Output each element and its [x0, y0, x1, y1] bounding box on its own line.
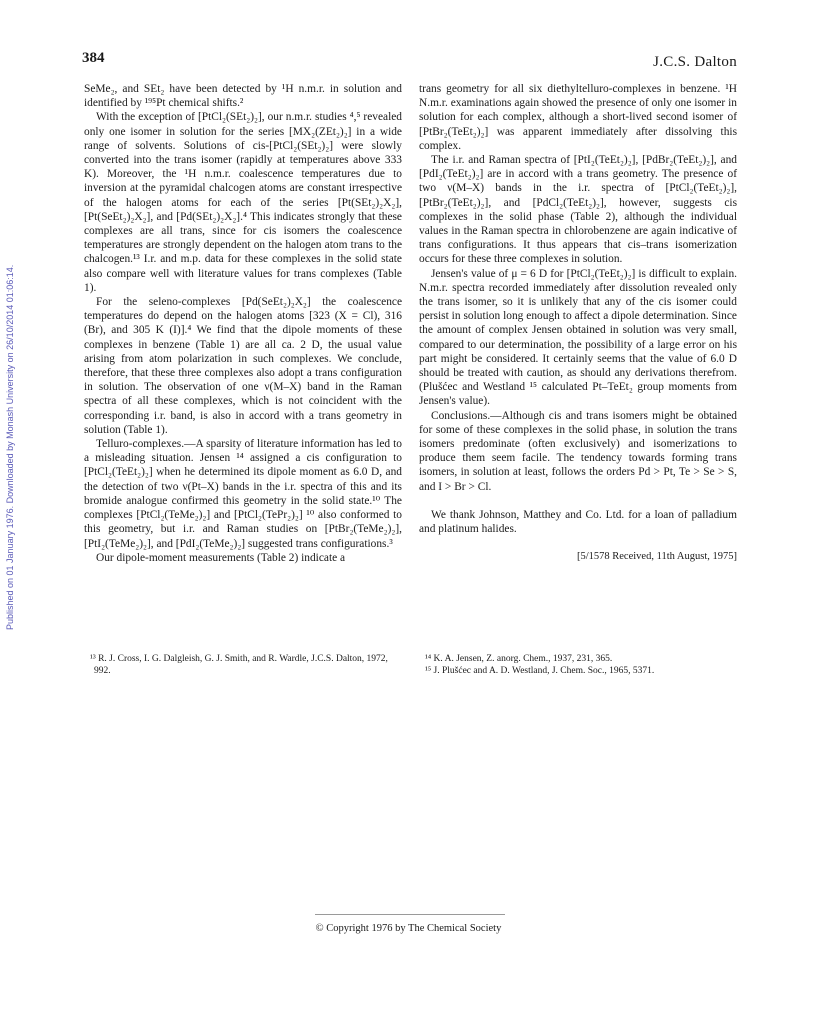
paragraph: Telluro-complexes.—A sparsity of literature information has led to a misleading situation. Jensen ¹⁴ assigned a cis configuration to [PtCl₂(TeEt₂)₂] when he determined its dipole moment as 6.0 D, and the detection of two ν(Pt–X) bands in the i.r. spectra of this and its bromide analogue confirmed this geometry in the solid state.¹⁰ The complexes [PtCl₂(TeMe₂)₂] and [PtCl₂(TePr₂)₂] ¹⁰ also conformed to this geometry, but i.r. and Raman studies on [PtBr₂(TeMe₂)₂], [PtI₂(TeMe₂)₂], and [PdI₂(TeMe₂)₂] suggested trans configurations.³ — [84, 438, 402, 550]
download-watermark-text: Published on 01 January 1976. Downloaded by Monash University on 26/10/2014 01:06:14. — [5, 264, 15, 630]
paragraph: trans geometry for all six diethyltelluro-complexes in benzene. ¹H N.m.r. examinations again showed the presence of only one isomer in solution for each complex, although a short-lived second isomer of [PtBr₂(TeEt₂)₂] was apparent immediately after dissolving this complex. — [419, 83, 737, 152]
received-dateline: [5/1578 Received, 11th August, 1975] — [576, 551, 737, 563]
copyright-notice: © Copyright 1976 by The Chemical Society — [315, 923, 502, 934]
footnote: ¹³ R. J. Cross, I. G. Dalgleish, G. J. Smith, and R. Wardle, J.C.S. Dalton, 1972, 992. — [90, 654, 388, 676]
left-column — [84, 82, 402, 565]
right-column — [419, 82, 737, 565]
footnote: ¹⁴ K. A. Jensen, Z. anorg. Chem., 1937, 231, 365. — [425, 654, 613, 664]
paragraph: SeMe₂, and SEt₂ have been detected by ¹H n.m.r. in solution and identified by ¹⁹⁵Pt chemical shifts.² — [84, 83, 402, 110]
paragraph: Our dipole-moment measurements (Table 2) indicate a — [96, 551, 346, 564]
footnotes-left — [84, 653, 402, 677]
page-number: 384 — [82, 50, 105, 66]
copyright-divider — [315, 914, 505, 915]
paragraph: Conclusions.—Although cis and trans isomers might be obtained for some of these complexes in the solid phase, in solution the trans isomers predominate (often exclusively) and isomerizations to produce them seem facile. The tendency towards forming trans isomers, in solution at least, follows the orders Pd > Pt, Te > Se > S, and I > Br > Cl. — [419, 409, 737, 493]
paragraph: The i.r. and Raman spectra of [PtI₂(TeEt₂)₂], [PdBr₂(TeEt₂)₂], and [PdI₂(TeEt₂)₂] are in accord with a trans geometry. The presence of two ν(M–X) bands in the i.r. spectra of [PtCl₂(TeEt₂)₂], [PtBr₂(TeEt₂)₂], and [PdCl₂(TeEt₂)₂], however, suggests cis complexes in the solid phase (Table 2), although the individual values in the Raman spectra in chlorobenzene are again indicative of trans configurations. It thus appears that cis–trans isomerization occurs for these three complexes in solution. — [419, 154, 737, 266]
footnotes-right — [419, 653, 737, 677]
footnote: ¹⁵ J. Plušćec and A. D. Westland, J. Chem. Soc., 1965, 5371. — [425, 666, 655, 676]
paragraph: With the exception of [PtCl₂(SEt₂)₂], our n.m.r. studies ⁴,⁵ revealed only one isomer in solution for the series [MX₂(ZEt₂)₂] in a wide range of solvents. Solutions of cis-[PtCl₂(SEt₂)₂] were slowly converted into the trans isomer (rapidly at temperatures above 333 K). Moreover, the ¹H n.m.r. coalescence temperatures due to inversion at the pyramidal chalcogen atoms are constant irrespective of the halogen atoms for each of the series [Pt(SEt₂)₂X₂], [Pt(SeEt₂)₂X₂], and [Pd(SEt₂)₂X₂].⁴ This indicates strongly that these complexes are all trans, since for cis isomers the coalescence temperatures are strongly dependent on the halogen atom trans to the chalcogen.¹³ I.r. and m.p. data for these complexes in the solid state also compare well with literature values for trans complexes (Table 1). — [84, 111, 402, 294]
journal-running-head: J.C.S. Dalton — [653, 54, 737, 70]
paragraph: Jensen's value of μ = 6 D for [PtCl₂(TeEt₂)₂] is difficult to explain. N.m.r. spectra recorded immediately after dissolution revealed only the trans isomer, so it is unlikely that any of the cis isomer could persist in solution long enough to affect a dipole determination. Since the amount of complex Jensen obtained in solution was very small, compared to our determination, the possibility of a large error on his part might be considered. It certainly seems that the value of 6.0 D should be treated with caution, as should any derivations therefrom. (Plušćec and Westland ¹⁵ calculated Pt–TeEt₂ group moments from Jensen's value). — [419, 267, 737, 408]
acknowledgement: We thank Johnson, Matthey and Co. Ltd. for a loan of palladium and platinum halides. — [419, 508, 737, 536]
download-watermark — [4, 190, 18, 630]
paragraph: For the seleno-complexes [Pd(SeEt₂)₂X₂] the coalescence temperatures do depend on the halogen atoms [323 (X = Cl), 316 (Br), and 305 K (I)].⁴ We find that the dipole moments of these complexes in benzene (Table 1) are all ca. 2 D, the usual value arising from atom polarization in such complexes. We conclude, therefore, that these three complexes also adopt a trans configuration in solution. The observation of one ν(M–X) band in the Raman spectra of all these complexes, which is not coincident with the corresponding i.r. band, is also in accord with a trans geometry in solution (Table 1). — [84, 296, 402, 436]
